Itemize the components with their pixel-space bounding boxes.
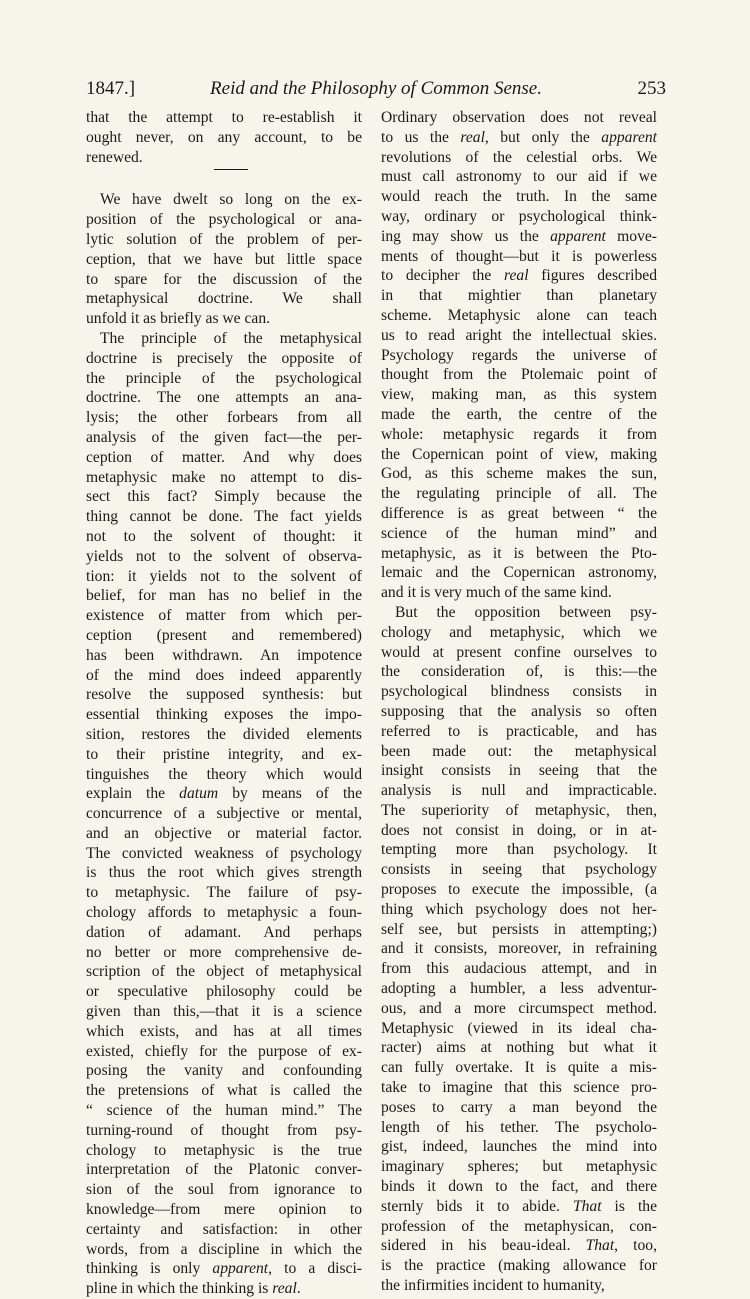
text-line: the regulating principle of all. The xyxy=(381,485,657,503)
text-line: existence of matter from which per- xyxy=(86,607,362,625)
text-line: sion of the soul from ignorance to xyxy=(86,1181,362,1199)
text-line: from this audacious attempt, and in xyxy=(381,960,657,978)
text-line: dation of adamant. And perhaps xyxy=(86,923,362,941)
text-line: poses to carry a man beyond the xyxy=(381,1098,657,1116)
header-title: Reid and the Philosophy of Common Sense. xyxy=(210,78,542,99)
text-line: would reach the truth. In the same xyxy=(381,188,657,206)
text-line: the principle of the psychological xyxy=(86,369,362,387)
text-line: But the opposition between psy- xyxy=(395,603,657,621)
text-line: doctrine. The one attempts an ana- xyxy=(86,389,362,407)
text-line: thinking is only apparent, to a disci- xyxy=(86,1260,362,1278)
text-line: gist, indeed, launches the mind into xyxy=(381,1138,657,1156)
header-year: 1847.] xyxy=(86,78,136,99)
text-line: metaphysic, as it is between the Pto- xyxy=(381,544,657,562)
text-line: chology affords to metaphysic a foun- xyxy=(86,904,362,922)
text-line: view, making man, as this system xyxy=(381,386,657,404)
text-line: self see, but persists in attempting;) xyxy=(381,920,657,938)
text-line: posing the vanity and confounding xyxy=(86,1062,362,1080)
text-line: unfold it as briefly as we can. xyxy=(86,310,271,328)
text-line: science of the human mind” and xyxy=(381,524,657,542)
text-line: way, ordinary or psychological think- xyxy=(381,207,657,225)
text-line: words, from a discipline in which the xyxy=(86,1240,362,1258)
text-line: racter) aims at nothing but what it xyxy=(381,1039,657,1057)
text-line: ments of thought—but it is powerless xyxy=(381,247,657,265)
text-line: can fully overtake. It is quite a mis- xyxy=(381,1059,657,1077)
page-number: 253 xyxy=(637,78,666,99)
left-column xyxy=(86,108,362,1299)
text-line: whole: metaphysic regards it from xyxy=(381,425,657,443)
text-line: renewed. xyxy=(86,148,143,166)
text-line: to spare for the discussion of the xyxy=(86,270,362,288)
text-line: has been withdrawn. An impotence xyxy=(86,646,362,664)
text-line: scheme. Metaphysic alone can teach xyxy=(381,306,657,324)
text-line: ception, that we have but little space xyxy=(86,250,362,268)
left-paragraph-2 xyxy=(86,329,362,1299)
text-line: imaginary spheres; but metaphysic xyxy=(381,1158,657,1176)
text-line: Psychology regards the universe of xyxy=(381,346,657,364)
text-line: ous, and a more circumspect method. xyxy=(381,999,657,1017)
text-line: psychological blindness consists in xyxy=(381,683,657,701)
text-line: thought from the Ptolemaic point of xyxy=(381,366,657,384)
text-line: been made out: the metaphysical xyxy=(381,742,657,760)
left-top-paragraph xyxy=(86,108,362,167)
text-line: yields not to the solvent of observa- xyxy=(86,547,362,565)
text-line: Ordinary observation does not reveal xyxy=(381,109,657,126)
text-line: does not consist in doing, or in at- xyxy=(381,821,657,839)
text-line: sidered in his beau-ideal. That, too, xyxy=(381,1237,657,1255)
text-line: interpretation of the Platonic conver- xyxy=(86,1161,362,1179)
text-line: sition, restores the divided elements xyxy=(86,725,362,743)
text-line: difference is as great between “ the xyxy=(381,504,657,522)
text-line: and an objective or material factor. xyxy=(86,824,362,842)
text-line: chology to metaphysic is the true xyxy=(86,1141,362,1159)
text-line: take to imagine that this science pro- xyxy=(381,1079,657,1097)
text-line: ception (present and remembered) xyxy=(86,626,362,644)
text-line: and it consists, moreover, in refraining xyxy=(381,940,657,958)
right-paragraph-2 xyxy=(381,603,657,1296)
text-line: turning-round of thought from psy- xyxy=(86,1121,362,1139)
section-divider xyxy=(214,169,248,170)
running-header xyxy=(86,78,666,102)
text-line: given than this,—that it is a science xyxy=(86,1003,362,1021)
text-line: belief, for man has no belief in the xyxy=(86,587,362,605)
text-line: concurrence of a subjective or mental, xyxy=(86,805,362,823)
text-line: essential thinking exposes the impo- xyxy=(86,706,362,724)
text-line: the infirmities incident to humanity, xyxy=(381,1277,605,1295)
text-line: “ science of the human mind.” The xyxy=(86,1102,362,1120)
text-line: is thus the root which gives strength xyxy=(86,864,362,882)
text-line: us to read aright the intellectual skies. xyxy=(381,326,657,344)
text-line: sect this fact? Simply because the xyxy=(86,488,362,506)
text-line: chology and metaphysic, which we xyxy=(381,623,657,641)
text-line: metaphysic make no attempt to dis- xyxy=(86,468,362,486)
text-line: ing may show us the apparent move- xyxy=(381,227,657,245)
text-line: resolve the supposed synthesis: but xyxy=(86,686,362,704)
text-line: ought never, on any account, to be xyxy=(86,128,362,146)
text-line: tempting more than psychology. It xyxy=(381,841,657,859)
text-line: which exists, and has at all times xyxy=(86,1022,362,1040)
text-line: lytic solution of the problem of per- xyxy=(86,230,362,248)
text-line: lysis; the other forbears from all xyxy=(86,409,362,427)
text-line: consists in seeing that psychology xyxy=(381,861,657,879)
text-line: to decipher the real figures described xyxy=(381,267,657,285)
text-line: not to the solvent of thought: it xyxy=(86,527,362,545)
text-line: insight consists in seeing that the xyxy=(381,762,657,780)
text-line: Metaphysic (viewed in its ideal cha- xyxy=(381,1019,657,1037)
text-line: length of his tether. The psycholo- xyxy=(381,1118,657,1136)
text-line: the Copernican point of view, making xyxy=(381,445,657,463)
text-line: adopting a humbler, a less adventur- xyxy=(381,980,657,998)
text-line: We have dwelt so long on the ex- xyxy=(100,191,362,209)
right-paragraph-1 xyxy=(381,108,657,603)
text-line: scription of the object of metaphysical xyxy=(86,963,362,981)
text-line: knowledge—from mere opinion to xyxy=(86,1201,362,1219)
text-line: lemaic and the Copernican astronomy, xyxy=(381,564,657,582)
text-line: to us the real, but only the apparent xyxy=(381,128,657,146)
text-line: thing cannot be done. The fact yields xyxy=(86,508,362,526)
text-line: would at present confine ourselves to xyxy=(381,643,657,661)
text-line: in that mightier than planetary xyxy=(381,287,657,305)
text-line: profession of the metaphysican, con- xyxy=(381,1217,657,1235)
text-line: proposes to execute the impossible, (a xyxy=(381,881,657,899)
text-line: metaphysical doctrine. We shall xyxy=(86,290,362,308)
text-line: tinguishes the theory which would xyxy=(86,765,362,783)
text-line: certainty and satisfaction: in other xyxy=(86,1220,362,1238)
text-line: supposing that the analysis so often xyxy=(381,702,657,720)
text-line: to metaphysic. The failure of psy- xyxy=(86,884,362,902)
text-line: thing which psychology does not her- xyxy=(381,900,657,918)
text-line: the pretensions of what is called the xyxy=(86,1082,362,1100)
text-line: of the mind does indeed apparently xyxy=(86,666,362,684)
text-line: explain the datum by means of the xyxy=(86,785,362,803)
text-line: must call astronomy to our aid if we xyxy=(381,168,657,186)
text-line: tion: it yields not to the solvent of xyxy=(86,567,362,585)
text-line: referred to is practicable, and has xyxy=(381,722,657,740)
text-line: and it is very much of the same kind. xyxy=(381,584,612,602)
text-line: doctrine is precisely the opposite of xyxy=(86,349,362,367)
text-line: ception of matter. And why does xyxy=(86,448,362,466)
text-line: God, as this scheme makes the sun, xyxy=(381,465,657,483)
text-line: the consideration of, is this:—the xyxy=(381,663,657,681)
left-paragraph-1 xyxy=(86,190,362,329)
text-line: binds it down to the fact, and there xyxy=(381,1178,657,1196)
text-line: existed, chiefly for the purpose of ex- xyxy=(86,1042,362,1060)
text-line: is the practice (making allowance for xyxy=(381,1257,657,1275)
text-line: made the earth, the centre of the xyxy=(381,405,657,423)
text-line: revolutions of the celestial orbs. We xyxy=(381,148,657,166)
text-line: analysis is null and impracticable. xyxy=(381,782,657,800)
right-column xyxy=(381,108,657,1296)
text-line: that the attempt to re-establish it xyxy=(86,109,362,126)
text-line: analysis of the given fact—the per- xyxy=(86,428,362,446)
text-line: The superiority of metaphysic, then, xyxy=(381,801,657,819)
text-line: pline in which the thinking is real. xyxy=(86,1280,301,1298)
text-line: position of the psychological or ana- xyxy=(86,211,362,229)
text-line: or speculative philosophy could be xyxy=(86,983,362,1001)
text-line: The principle of the metaphysical xyxy=(100,329,362,347)
text-line: sternly bids it to abide. That is the xyxy=(381,1197,658,1215)
text-line: The convicted weakness of psychology xyxy=(86,844,362,862)
text-line: no better or more comprehensive de- xyxy=(86,943,362,961)
text-line: to their pristine integrity, and ex- xyxy=(86,745,362,763)
